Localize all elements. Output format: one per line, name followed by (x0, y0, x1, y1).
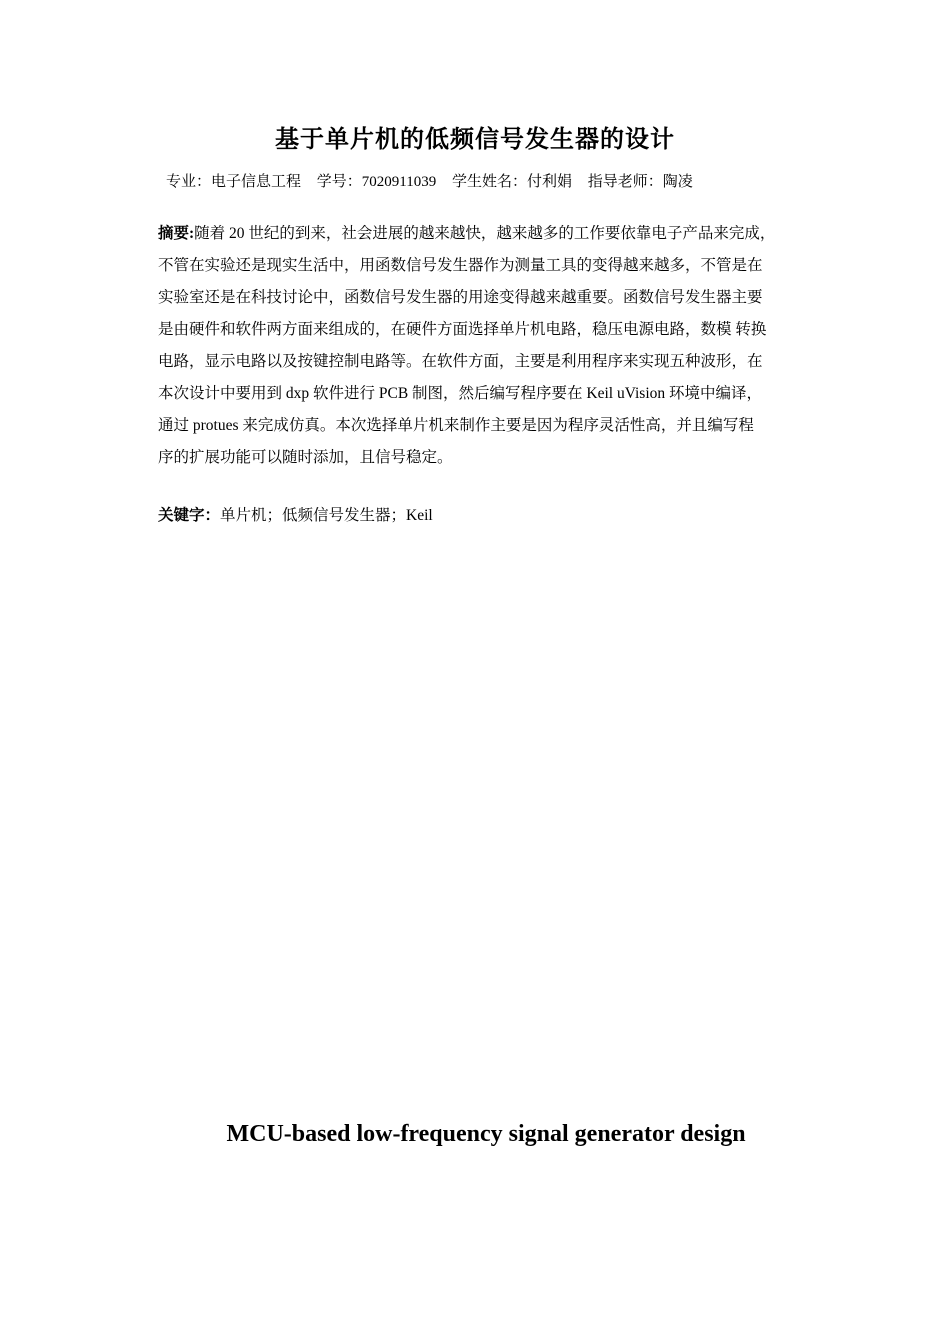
student-name: 学生姓名：付利娟 (451, 174, 572, 190)
author-info (166, 170, 806, 194)
page-title: 基于单片机的低频信号发生器的设计 (275, 127, 675, 153)
advisor: 指导老师：陶凌 (587, 174, 693, 190)
abstract-line: 通过 protues 来完成仿真。本次选择单片机来制作主要是因为程序灵活性高，并且编写程 (158, 417, 754, 434)
abstract-line: 电路，显示电路以及按键控制电路等。在软件方面，主要是利用程序来实现五种波形，在 (158, 353, 763, 370)
abstract-line (158, 218, 828, 250)
abstract-line: 序的扩展功能可以随时添加，且信号稳定。 (158, 449, 453, 466)
abstract (158, 218, 828, 474)
keywords (158, 502, 818, 530)
major: 专业：电子信息工程 (166, 174, 302, 190)
abstract-label: 摘要: (158, 225, 195, 242)
abstract-line: 本次设计中要用到 dxp 软件进行 PCB 制图，然后编写程序要在 Keil uVision 环境中编译， (158, 385, 763, 402)
english-title: MCU-based low-frequency signal generator design (226, 1121, 746, 1147)
keywords-text: 单片机；低频信号发生器；Keil (220, 507, 433, 524)
student-id: 学号：7020911039 (316, 174, 437, 190)
abstract-line: 实验室还是在科技讨论中，函数信号发生器的用途变得越来越重要。函数信号发生器主要 (158, 289, 763, 306)
keywords-label: 关键字： (158, 507, 221, 524)
abstract-text: 随着 20 世纪的到来，社会进展的越来越快，越来越多的工作要依靠电子产品来完成， (194, 225, 776, 242)
abstract-line: 不管在实验还是现实生活中，用函数信号发生器作为测量工具的变得越来越多，不管是在 (158, 257, 763, 274)
abstract-line: 是由硬件和软件两方面来组成的，在硬件方面选择单片机电路，稳压电源电路，数模 转换 (158, 321, 767, 338)
